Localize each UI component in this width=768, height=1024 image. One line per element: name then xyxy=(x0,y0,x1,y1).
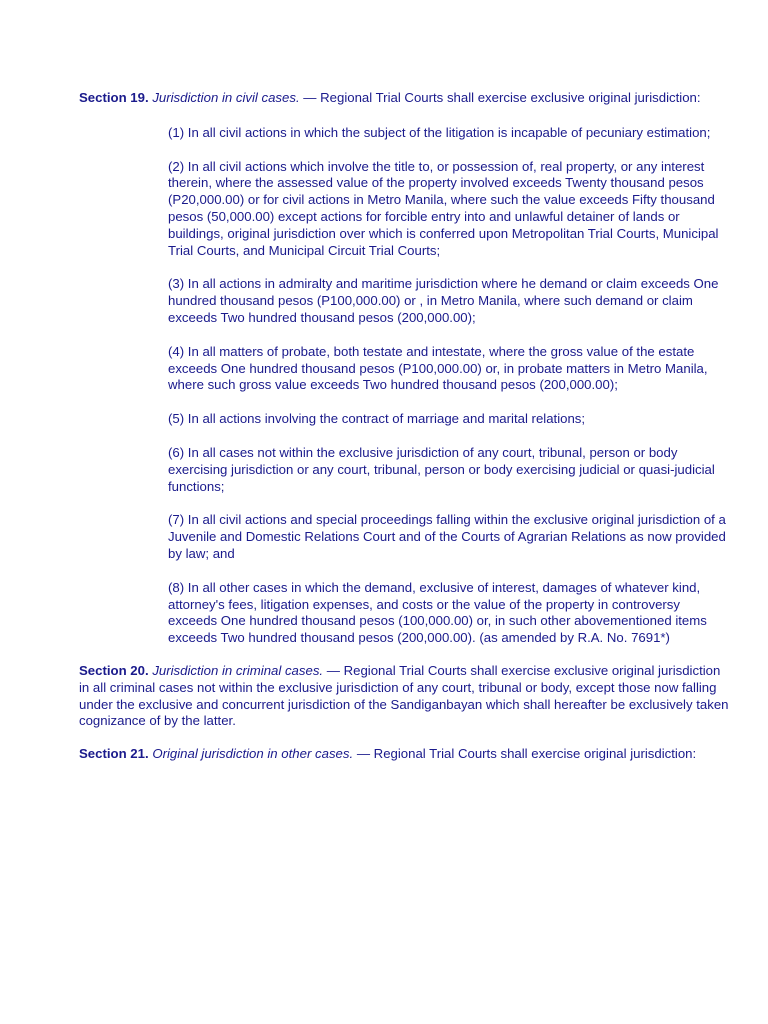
section-title: Jurisdiction in criminal cases. xyxy=(152,662,324,678)
section-intro: — Regional Trial Courts shall exercise exclusive original jurisdiction: xyxy=(299,90,701,105)
list-item: (2) In all civil actions which involve the title to, or possession of, real property, or any interest therein, where the assessed value of the property involved exceeds Twenty thousand pesos (P20,000.00) or for civil actions in Metro Manila, where such the value exceeds Fifty thousand pesos (50,000.00) except actions for forcible entry into and unlawful detainer of lands or buildings, original jurisdiction over which is conferred upon Metropolitan Trial Courts, Municipal Trial Courts, and Municipal Circuit Trial Courts; xyxy=(168,158,719,258)
section-title: Original jurisdiction in other cases. xyxy=(152,746,354,762)
list-item: (4) In all matters of probate, both testate and intestate, where the gross value of the estate exceeds One hundred thousand pesos (P100,000.00) or, in probate matters in Metro Manila, where such gross value exceeds Two hundred thousand pesos (200,000.00); xyxy=(168,343,708,393)
section-number: Section 19. xyxy=(79,90,149,105)
section-intro: — Regional Trial Courts shall exercise exclusive original jurisdiction in all criminal cases not within the exclusive jurisdiction of any court, tribunal or body, except those now falling under the exclusive and concurrent jurisdiction of the Sandiganbayan which shall hereafter be exclusively taken cognizance of by the latter. xyxy=(79,662,729,729)
list-item: (8) In all other cases in which the demand, exclusive of interest, damages of whatever kind, attorney's fees, litigation expenses, and costs or the value of the property in controversy exceeds One hundred thousand pesos (100,000.00) or, in such other abovementioned items exceeds Two hundred thousand pesos (200,000.00). (as amended by R.A. No. 7691*) xyxy=(168,579,707,646)
section-intro: — Regional Trial Courts shall exercise original jurisdiction: xyxy=(353,746,697,762)
list-item: (3) In all actions in admiralty and maritime jurisdiction where he demand or claim exceeds One hundred thousand pesos (P100,000.00) or , in Metro Manila, where such demand or claim exceeds Two hundred thousand pesos (200,000.00); xyxy=(168,276,719,325)
section-20 xyxy=(79,663,729,730)
document-page xyxy=(79,90,729,779)
list-item: (6) In all cases not within the exclusive jurisdiction of any court, tribunal, person or body exercising jurisdiction or any court, tribunal, person or body exercising judicial or quasi-judicial functions; xyxy=(168,444,715,494)
list-item: (5) In all actions involving the contract of marriage and marital relations; xyxy=(168,411,586,427)
section-number: Section 20. xyxy=(79,662,149,678)
list-item: (7) In all civil actions and special proceedings falling within the exclusive original jurisdiction of a Juvenile and Domestic Relations Court and of the Courts of Agrarian Relations as now provided by law; and xyxy=(168,512,726,561)
section-21 xyxy=(79,746,729,763)
section-19 xyxy=(79,90,729,107)
section-19-items xyxy=(168,125,729,647)
section-title: Jurisdiction in civil cases. xyxy=(152,90,300,105)
section-number: Section 21. xyxy=(79,746,149,762)
list-item: (1) In all civil actions in which the subject of the litigation is incapable of pecuniary estimation; xyxy=(168,124,711,140)
